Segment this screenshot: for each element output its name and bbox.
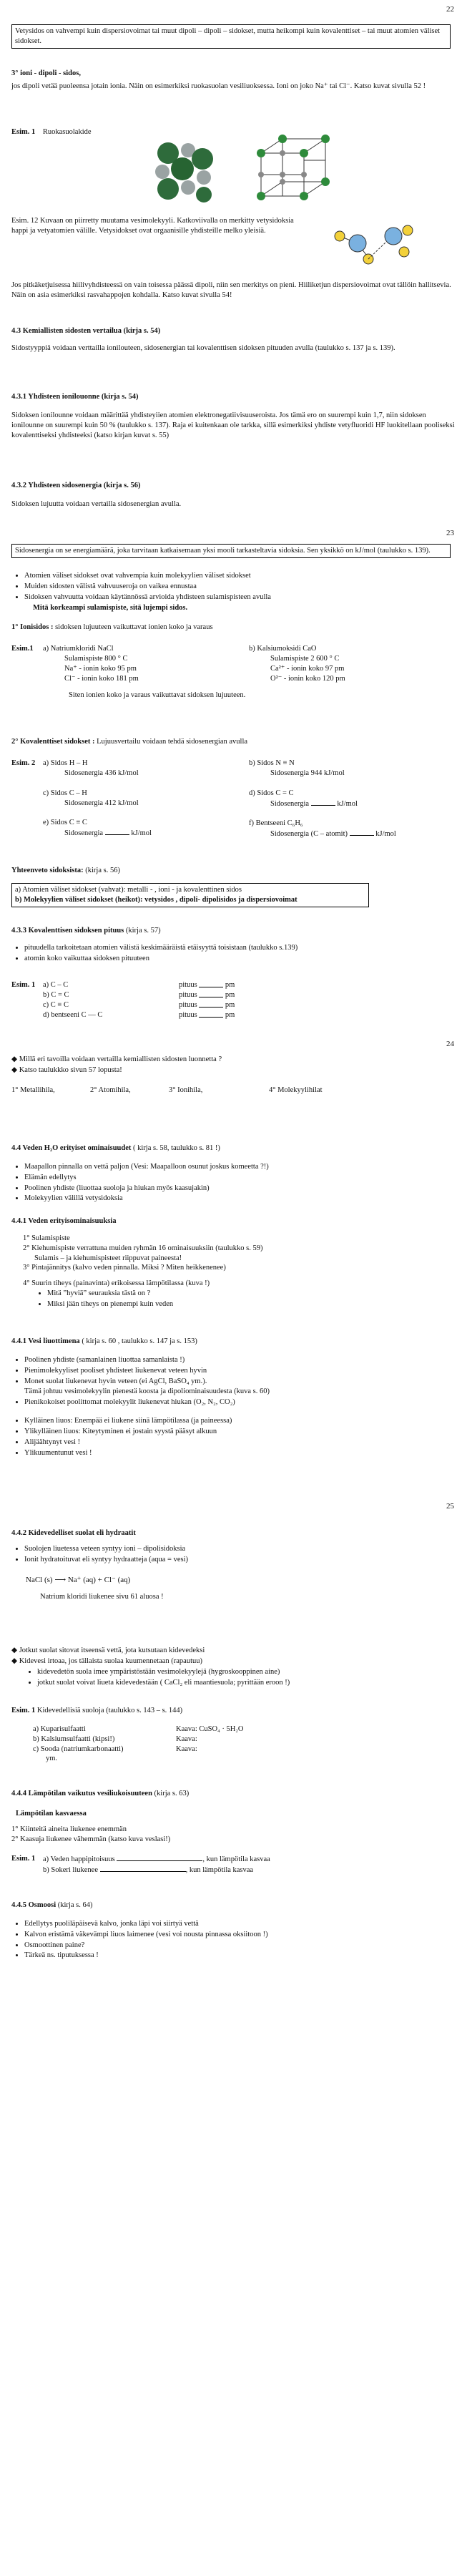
ion-dipole-title: 3° ioni - dipoli - sidos, [11, 69, 81, 77]
nacl-label: a) Natriumkloridi NaCl [43, 645, 114, 653]
section-4-4 [11, 1143, 455, 1206]
bond-length-item: a) C – C [43, 981, 69, 989]
property-item: Sulamis – ja kiehumispisteet riippuvat paineesta! [34, 1254, 182, 1262]
esim1-label: Esim.1 [11, 645, 34, 653]
dissolution-reaction: NaCl (s) ⟶ Na⁺ (aq) + Cl⁻ (aq) [26, 1575, 131, 1584]
esim1-label: Esim. 1 [11, 1707, 36, 1714]
section-4-4-5 [11, 1901, 455, 1963]
vesi-liuottimena-title: 4.4.1 Vesi liuottimena [11, 1337, 80, 1345]
esim1-ionic [11, 644, 455, 703]
page-number: 22 [446, 5, 454, 14]
comparison-questions [11, 1055, 455, 1096]
section-4-3-3-title: 4.3.3 Kovalenttisen sidoksen pituus [11, 927, 124, 935]
bond-nn: b) Sidos N ≡ N [249, 759, 295, 767]
unit-label: kJ/mol [375, 830, 396, 839]
section-4-3 [11, 326, 455, 356]
list-item: • Mitä ”hyviä” seurauksia tästä on ? [47, 1289, 455, 1299]
summary-title: Yhteenveto sidoksista: [11, 867, 84, 874]
bond-c-double-energy: Sidosenergia [270, 799, 310, 808]
cao-label: b) Kalsiumoksidi CaO [249, 645, 317, 653]
list-item: • Ionit hydratoituvat eli syntyy hydraatteja (aqua = vesi) [24, 1555, 455, 1565]
section-4-3-3-ref: (kirja s. 57) [125, 927, 161, 935]
nacl-crystal-lattice-image [254, 132, 333, 203]
list-item: • Osmoottinen paine? [24, 1941, 455, 1951]
cl-ion-size: Cl⁻ - ionin koko 181 pm [64, 674, 139, 683]
section-4-4-4-ref: (kirja s. 63) [154, 1790, 190, 1797]
esim1-label: Esim. 1 [11, 128, 36, 136]
esim12-text: Esim. 12 Kuvaan on piirretty muutama vesimolekyyli. Katkoviivalla on merkitty vetysidoksia happi ja vetyatomien välille. Vetysidokset ovat orgaanisille yhdisteille melko yleisiä. [11, 217, 294, 235]
bond-hh: a) Sidos H – H [43, 759, 88, 767]
list-item: • Kylläinen liuos: Enempää ei liukene siinä lämpötilassa (ja paineessa) [24, 1416, 455, 1426]
vetysidos-box [11, 24, 455, 49]
section-4-3-1 [11, 392, 455, 443]
length-word: pituus [179, 1010, 197, 1019]
property-item: 4° Suurin tiheys (painavinta) erikoisessa lämpötilassa (kuva !) [23, 1279, 210, 1288]
list-item: • Tärkeä ns. tiputuksessa ! [24, 1951, 455, 1961]
hydrate-formula: Kaava: CuSO₄ · 5H₂O [176, 1724, 244, 1733]
section-4-4-title: 4.4 Veden H₂O erityiset ominaisuudet [11, 1144, 132, 1152]
ca-ion-size: Ca²⁺ - ionin koko 97 pm [270, 664, 345, 673]
bond-length-item: c) C ≡ C [43, 1000, 69, 1009]
section-4-3-title: 4.3 Kemiallisten sidosten vertailua (kirja s. 54) [11, 327, 161, 335]
ionisidos-title: 1° Ionisidos : [11, 623, 54, 631]
benzene-energy: Sidosenergia (C – atomit) [270, 830, 348, 839]
section-4-4-4 [11, 1789, 455, 1875]
list-item: • Alijäähtynyt vesi ! [24, 1438, 455, 1448]
section-4-3-1-text: Sidoksen ionilounne voidaan määrittää yhdisteyiien atomien elektronegatiivisuuseroista. Jos tämä ero on suurempi kuin 1,7, niin sidoksen ionilounne on suurempi kuin 50 % (taulukko s. 137). Raja ei kuitenkaan ole tarkka, sillä esimerkiksi yhdiste vetyfluoridi HF luokitellaan pooliseksi kovalenttiseksi yhdisteeksi (katso kirjan kuvat s. 55) [11, 411, 455, 439]
list-item: • Poolinen yhdiste (samanlainen liuottaa samanlaista !) [24, 1355, 455, 1365]
section-4-4-4-title: 4.4.4 Lämpötilan vaikutus vesiliukoisuuteen [11, 1790, 152, 1797]
esim2-label: Esim. 2 [11, 759, 36, 767]
unit-label: pm [225, 1000, 235, 1009]
kovalenttiset-title: 2° Kovalenttiset sidokset : [11, 738, 95, 746]
length-word: pituus [179, 981, 197, 989]
esim1-label: Esim. 1 [11, 981, 36, 989]
property-item: 3° Pintajännitys (kalvo veden pinnalla. Miksi ? Miten heikkenenee) [23, 1264, 226, 1272]
unit-label: kJ/mol [131, 829, 152, 838]
ionisidos-heading [11, 623, 455, 633]
bond-hh-energy: Sidosenergia 436 kJ/mol [64, 769, 139, 777]
section-4-3-1-title: 4.3.1 Yhdisteen ionilouonne (kirja s. 54) [11, 393, 139, 401]
section-4-3-2-title: 4.3.2 Yhdisteen sidosenergia (kirja s. 56) [11, 482, 141, 489]
esim1-text: Ruokasuolakide [42, 128, 92, 136]
melting-point-rule: Mitä korkeampi sulamispiste, sitä lujempi sidos. [33, 603, 188, 612]
list-item: • Muiden sidosten välistä vahvuuseroja on vaikea ennustaa [24, 582, 455, 592]
bond-ch: c) Sidos C – H [43, 789, 87, 797]
section-4-4-1-title: 4.4.1 Veden erityisominaisuuksia [11, 1217, 117, 1225]
list-item: • Edellytys puoliläpäisevä kalvo, jonka läpi voi siirtyä vettä [24, 1919, 455, 1929]
lattice-type: 3° Ionihila, [169, 1085, 203, 1094]
length-word: pituus [179, 990, 197, 999]
page-number: 23 [446, 529, 454, 537]
list-item: Tämä johtuu vesimolekyylin pienestä koosta ja dipoliominaisuudesta (kuva s. 60) [24, 1387, 270, 1396]
esim12-section [11, 216, 305, 239]
lattice-type: 4° Molekyylihilat [269, 1085, 323, 1094]
cao-melting-point: Sulamispiste 2 600 ° C [270, 654, 340, 663]
ionisidos-text: sidoksen lujuuteen vaikuttavat ionien koko ja varaus [55, 623, 213, 631]
list-item: • Maapallon pinnalla on vettä paljon (Vesi: Maapalloon osunut joskus komeetta ?!) [24, 1162, 455, 1172]
section-4-3-3 [11, 926, 455, 967]
property-item: 1° Sulamispiste [23, 1234, 70, 1242]
list-item: • Kalvon eristämä väkevämpi liuos laimenee (vesi voi nousta pinnassa oksiitoon !) [24, 1930, 455, 1940]
hydrate-name: c) Sooda (natriumkarbonaatti) [33, 1745, 124, 1753]
hydrate-etc: ym. [46, 1755, 58, 1763]
list-item: • Pienimolekyyliset pooliset yhdisteet liukenevat veteen hyvin [24, 1366, 455, 1376]
benzene: f) Bentseeni C₆H₆ [249, 819, 303, 828]
ion-dipole-text: jos dipoli vetää puoleensa jotain ionia. Näin on esimerkiksi ruokasuolan vesiliuoksessa. Ioni on joko Na⁺ tai Cl⁻. Katso kuvat sivulla 52 ! [11, 82, 426, 90]
bond-nn-energy: Sidosenergia 944 kJ/mol [270, 769, 345, 777]
solubility-item: 2° Kaasuja liukenee vähemmän (katso kuva veslasi!) [11, 1835, 171, 1843]
list-item: • Poolinen yhdiste (liuottaa suoloja ja hiukan myös kaasujakin) [24, 1184, 455, 1194]
oxygen-content: a) Veden happipitoisuus [43, 1855, 115, 1864]
sidosenergia-box-wrap [11, 544, 455, 558]
esim1-label: Esim. 1 [11, 1855, 36, 1863]
bond-c-triple: e) Sidos C ≡ C [43, 819, 87, 827]
long-chain-text: Jos pitkäketjuisessa hiilivyhdisteessä on vain toisessa päässä dipoli, niin sen merkitys on pieni. Hiiliketjun dispersiovoimat ovat tällöin hallitsevia. Näin on asia esimerkiksi rasvahappojen kohdalla. Katso kuvat sivulla 54! [11, 281, 451, 299]
section-4-4-5-title: 4.4.5 Osmoosi [11, 1901, 56, 1909]
list-item: • pituudella tarkoitetaan atomien välistä keskimääräistä etäisyyttä toisistaan (taulukko s.139) [24, 943, 455, 953]
list-item: • Pienikokoiset poolittomat molekyylit liukenevat hiukan (O₂, N₂, CO₂) [24, 1397, 455, 1407]
hydrate-name: a) Kuparisulfaatti [33, 1724, 86, 1733]
kovalenttiset-heading [11, 737, 455, 747]
section-4-4-1 [11, 1216, 455, 1310]
bond-length-item: d) bentseeni C — C [43, 1010, 103, 1019]
list-item: • Suolojen liuetessa veteen syntyy ioni – dipolisidoksia [24, 1544, 455, 1554]
solubility-item: 1° Kiinteitä aineita liukenee enemmän [11, 1825, 127, 1833]
nacl-melting-point: Sulamispiste 800 ° C [64, 654, 128, 663]
section-vesi-liuottimena [11, 1337, 455, 1461]
bond-length-item: b) C = C [43, 990, 69, 999]
list-item: • jotkut suolat voivat liueta kidevedestään ( CaCl₂ eli maantiesuola; pyrittään eroon !) [37, 1678, 455, 1688]
sugar-solubility: b) Sokeri liukenee [43, 1866, 98, 1875]
bond-length-example [11, 980, 455, 1020]
esim2-covalent [11, 758, 455, 839]
esim1-row [11, 127, 455, 137]
section-4-3-2-text: Sidoksen lujuutta voidaan vertailla sidosenergian avulla. [11, 499, 182, 508]
list-item: ◆ Katso taulukkko sivun 57 lopusta! [11, 1065, 122, 1074]
hydrate-name: b) Kalsiumsulfaatti (kipsi!) [33, 1735, 115, 1743]
crystal-water-section [11, 1646, 455, 1688]
lattice-type: 2° Atomihila, [90, 1085, 131, 1094]
summary-weak-bonds: b) Molekyylien väliset sidokset (heikot): vetysidos , dipoli- dipolisidos ja dispersiovoimat [15, 895, 298, 904]
hydrate-formula: Kaava: [176, 1735, 197, 1743]
hydrate-example-title: Kidevedellisiä suoloja (taulukko s. 143 – s. 144) [36, 1707, 183, 1714]
unit-label: pm [225, 990, 235, 999]
list-item: • Elämän edellytys [24, 1173, 455, 1183]
list-item: • Atomien väliset sidokset ovat vahvempia kuin molekyylien väliset sidokset [24, 571, 455, 581]
hydrate-formula: Kaava: [176, 1745, 197, 1753]
list-item: • Miksi jään tiheys on pienempi kuin veden [47, 1299, 455, 1309]
list-item: • Ylikuumentunut vesi ! [24, 1448, 455, 1458]
hydrate-example [11, 1706, 455, 1764]
vesi-liuottimena-ref: ( kirja s. 60 , taulukko s. 147 ja s. 153) [82, 1337, 197, 1345]
section-4-4-2-title: 4.4.2 Kidevedelliset suolat eli hydraatit [11, 1529, 136, 1537]
lattice-type: 1° Metallihila, [11, 1085, 55, 1094]
reaction-note: Natrium kloridi liukenee sivu 61 aluosa ! [40, 1593, 164, 1601]
ion-dipole-section [11, 69, 455, 94]
section-4-4-2 [11, 1528, 455, 1605]
list-item: • atomin koko vaikuttaa sidoksen pituuteen [24, 954, 455, 964]
long-chain-section [11, 280, 455, 303]
unit-label: pm [225, 981, 235, 989]
page-number: 25 [446, 1502, 454, 1511]
list-item: ◆ Kidevesi irtoaa, jos tällaista suolaa kuumennetaan (rapautuu) [11, 1657, 202, 1665]
list-item: • kidevedetön suola imee ympäristöstään vesimolekyylejä (hygroskooppinen aine) [37, 1667, 455, 1677]
summary-ref: (kirja s. 56) [85, 867, 120, 874]
page-number: 24 [446, 1040, 454, 1048]
na-ion-size: Na⁺ - ionin koko 95 pm [64, 664, 137, 673]
section-4-3-2 [11, 481, 455, 512]
list-item: ◆ Jotkut suolat sitovat itseensä vettä, jota kutsutaan kidevedeksi [11, 1646, 205, 1654]
list-item: • Sidoksen vahvuutta voidaan käytännössä arvioida yhdisteen sulamispisteen avulla [24, 592, 455, 602]
section-4-3-text: Sidostyyppiä voidaan verttailla ionilouteen, sidosenergian tai kovalenttisen sidoksen pituuden avulla (taulukko s. 137 ja s. 139). [11, 343, 395, 352]
unit-label: kJ/mol [337, 799, 358, 808]
summary-section [11, 866, 455, 907]
list-item: ◆ Millä eri tavoilla voidaan vertailla kemiallisten sidosten luonnetta ? [11, 1055, 222, 1063]
bond-c-double: d) Sidos C = C [249, 789, 294, 797]
nacl-crystal-sphere-image [147, 132, 218, 203]
property-item: 2° Kiehumispiste verrattuna muiden ryhmän 16 ominaisuuksiin (taulukko s. 59) [23, 1244, 263, 1252]
clause-end: , kun lämpötila kasvaa [202, 1855, 270, 1864]
bond-ch-energy: Sidosenergia 412 kJ/mol [64, 799, 139, 807]
length-word: pituus [179, 1000, 197, 1009]
section-4-4-5-ref: (kirja s. 64) [57, 1901, 93, 1909]
water-molecules-image [325, 215, 418, 272]
kovalenttiset-text: Lujuusvertailu voidaan tehdä sidosenergian avulla [97, 738, 248, 746]
list-item: • Molekyylien välillä vetysidoksia [24, 1194, 455, 1204]
bond-strength-list [11, 571, 455, 615]
section-4-4-ref: ( kirja s. 58, taulukko s. 81 !) [133, 1144, 220, 1152]
bond-c-triple-energy: Sidosenergia [64, 829, 104, 838]
list-item: • Ylikylläinen liuos: Kiteytyminen ei jostain syystä pääsyt alkuun [24, 1427, 455, 1437]
o-ion-size: O²⁻ - ionin koko 120 pm [270, 674, 345, 683]
ion-note: Siten ionien koko ja varaus vaikuttavat sidoksen lujuuteen. [69, 691, 246, 700]
clause-end: , kun lämpötila kasvaa [185, 1866, 254, 1875]
sidosenergia-definition: Sidosenergia on se energiamäärä, joka tarvitaan katkaisemaan yksi mooli tarkasteltavia sidoksia. Sen yksikkö on kJ/mol (taulukko s. 139). [11, 544, 451, 558]
temperature-heading: Lämpötilan kasvaessa [16, 1809, 87, 1818]
list-item: • Monet suolat liukenevat hyvin veteen (ei AgCl, BaSO₄ ym.). [24, 1377, 455, 1387]
summary-strong-bonds: a) Atomien väliset sidokset (vahvat): metalli - , ioni - ja kovalenttinen sidos [15, 885, 242, 894]
vetysidos-summary: Vetysidos on vahvempi kuin dispersiovoimat tai muut dipoli – dipoli – sidokset, mutta heikompi kuin kovalenttiset – tai muut atomien väliset sidokset. [11, 24, 451, 49]
unit-label: pm [225, 1010, 235, 1019]
